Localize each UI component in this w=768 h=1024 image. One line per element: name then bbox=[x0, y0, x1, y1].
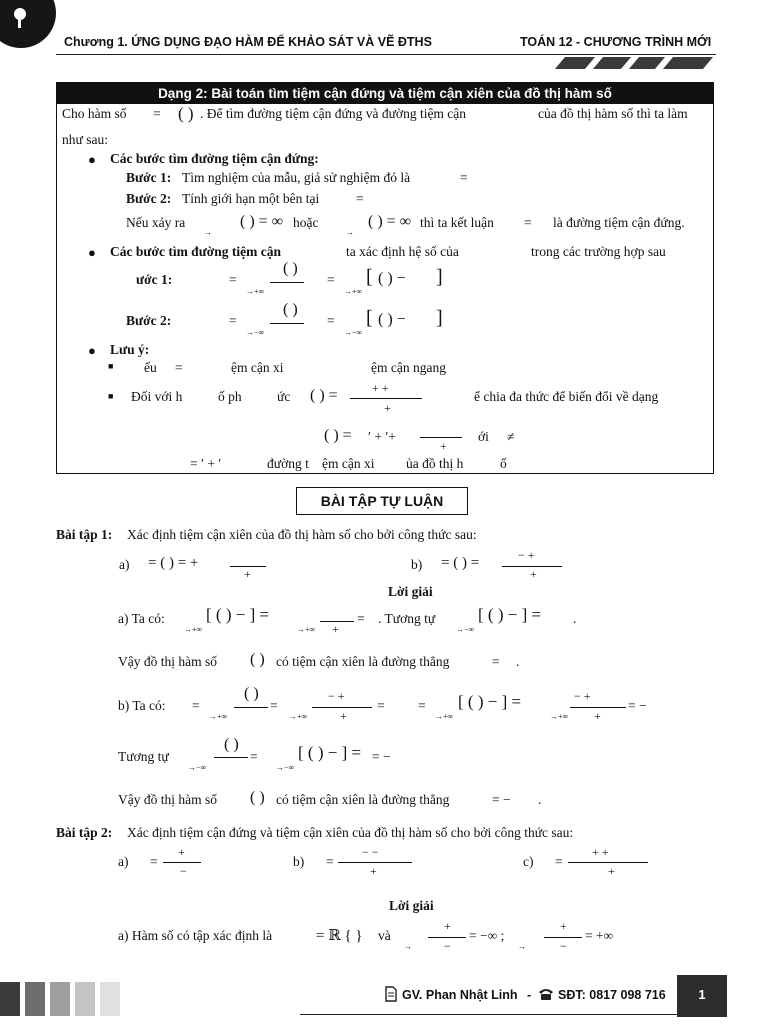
math: = bbox=[229, 272, 237, 287]
exercises-heading-box bbox=[296, 487, 468, 515]
intro-text: như sau: bbox=[62, 132, 108, 147]
math: = +∞ bbox=[585, 928, 614, 943]
math: = bbox=[229, 313, 237, 328]
math-sub: →−∞ bbox=[276, 763, 295, 772]
phone-icon bbox=[538, 987, 554, 1001]
bullet: ● bbox=[88, 245, 96, 260]
math: = ( ) = + bbox=[148, 555, 199, 571]
note-text: ố ph bbox=[218, 389, 242, 404]
fraction-bar bbox=[214, 757, 248, 758]
math: = bbox=[150, 854, 158, 869]
solution-text: có tiệm cận xiên là đường thẳng bbox=[276, 654, 450, 669]
math: = bbox=[153, 106, 161, 121]
math: − bbox=[560, 939, 567, 953]
solution-text: và bbox=[378, 928, 391, 943]
math: + bbox=[444, 919, 451, 933]
document-icon bbox=[384, 986, 398, 1002]
math: = ℝ { } bbox=[316, 928, 363, 944]
header-rule bbox=[56, 54, 716, 55]
step-text: là đường tiệm cận đứng. bbox=[553, 215, 685, 230]
solution-text: Tương tự bbox=[118, 749, 169, 764]
math: − + bbox=[518, 548, 535, 562]
math: ] bbox=[436, 266, 443, 288]
math: ( ) bbox=[250, 789, 265, 806]
math: + bbox=[608, 864, 615, 878]
exercise-label: Bài tập 1: bbox=[56, 527, 113, 542]
page-number: 1 bbox=[698, 987, 706, 1002]
math: ( ) bbox=[283, 260, 298, 277]
note-text: ới bbox=[478, 429, 489, 444]
fraction-bar bbox=[420, 437, 462, 438]
math: = bbox=[326, 854, 334, 869]
math-sub: →+∞ bbox=[209, 712, 228, 721]
exercise-text: Xác định tiệm cận xiên của đồ thị hàm số cho bởi công thức sau: bbox=[127, 527, 477, 542]
step-text: Tìm nghiệm của mẫu, giả sử nghiệm đó là bbox=[182, 170, 411, 185]
step-label: Bước 2: bbox=[126, 313, 172, 328]
math: + bbox=[370, 864, 377, 878]
fraction-bar bbox=[568, 862, 648, 863]
phone-number: SĐT: 0817 098 716 bbox=[558, 988, 666, 1002]
math: − bbox=[444, 939, 451, 953]
header-stripe bbox=[593, 57, 631, 69]
step-text: Nếu xảy ra bbox=[126, 215, 186, 230]
math-sub: →+∞ bbox=[435, 712, 454, 721]
math: = − bbox=[628, 698, 647, 713]
solution-text: b) Ta có: bbox=[118, 698, 166, 713]
solution-text: Vậy đồ thị hàm số bbox=[118, 792, 217, 807]
item-label: a) bbox=[119, 557, 130, 572]
math: + bbox=[440, 439, 447, 453]
step-text: thì ta kết luận bbox=[420, 215, 494, 230]
math: = ′ + ′ bbox=[190, 456, 222, 471]
math: = − bbox=[492, 792, 511, 807]
tree-logo-icon bbox=[0, 0, 56, 48]
solution-text: a) Ta có: bbox=[118, 611, 165, 626]
math: ( ) = ∞ bbox=[240, 213, 284, 230]
header-stripe bbox=[663, 57, 713, 69]
section-heading: Lưu ý: bbox=[110, 342, 150, 357]
math-sub: →+∞ bbox=[297, 625, 316, 634]
math: = bbox=[555, 854, 563, 869]
fraction-bar bbox=[428, 937, 466, 938]
math-sub: →−∞ bbox=[344, 328, 363, 337]
math: = bbox=[418, 698, 426, 713]
item-label: b) bbox=[293, 854, 305, 869]
teacher-name: GV. Phan Nhật Linh bbox=[402, 988, 518, 1002]
math: − bbox=[180, 864, 187, 878]
fraction-bar bbox=[163, 862, 201, 863]
step-text: hoặc bbox=[293, 215, 319, 230]
step-text: Tính giới hạn một bên tại bbox=[182, 191, 320, 206]
math-sub: → bbox=[204, 228, 212, 237]
step-text: ta xác định hệ số của bbox=[346, 244, 459, 259]
math-sub: → bbox=[346, 228, 354, 237]
square-bullet: ■ bbox=[108, 361, 114, 371]
math: + bbox=[530, 567, 537, 581]
intro-text: . Để tìm đường tiệm cận đứng và đường tiệm cận bbox=[200, 106, 467, 121]
math: = bbox=[356, 191, 364, 206]
math-sub: →−∞ bbox=[188, 763, 207, 772]
math: ≠ bbox=[507, 429, 515, 444]
solution-text: a) Hàm số có tập xác định là bbox=[118, 928, 273, 943]
exercise-label: Bài tập 2: bbox=[56, 825, 113, 840]
math: ( ) = bbox=[324, 427, 352, 444]
math: [ ( ) − ] = bbox=[298, 743, 362, 762]
math: [ bbox=[366, 307, 373, 329]
math: ( ) bbox=[224, 736, 239, 753]
math-sub: →−∞ bbox=[246, 328, 265, 337]
subject-title: TOÁN 12 - CHƯƠNG TRÌNH MỚI bbox=[520, 35, 712, 49]
note-text: ủa đồ thị h bbox=[406, 456, 464, 471]
note-text: ếu bbox=[144, 360, 157, 375]
step-label: Bước 2: bbox=[126, 191, 172, 206]
solution-text: . Tương tự bbox=[378, 611, 436, 626]
math: = bbox=[492, 654, 500, 669]
math-sub: →+∞ bbox=[550, 712, 569, 721]
math: = bbox=[270, 698, 278, 713]
exercise-text: Xác định tiệm cận đứng và tiệm cận xiên của đồ thị hàm số cho bởi công thức sau: bbox=[127, 825, 574, 840]
note-text: ể chia đa thức để biến đổi về dạng bbox=[474, 389, 659, 404]
footer-block bbox=[100, 982, 120, 1016]
math: − + bbox=[328, 689, 345, 703]
math: ( ) bbox=[178, 104, 194, 123]
math-sub: →+∞ bbox=[184, 625, 203, 634]
page-number-box bbox=[677, 975, 727, 1017]
fraction-bar bbox=[270, 282, 304, 283]
solution-heading: Lời giải bbox=[389, 898, 434, 913]
solution-heading: Lời giải bbox=[388, 584, 433, 599]
math: = bbox=[524, 215, 532, 230]
math: ( ) − bbox=[378, 270, 406, 287]
section-heading: Các bước tìm đường tiệm cận bbox=[110, 244, 282, 259]
math: . bbox=[516, 654, 520, 669]
footer-block bbox=[50, 982, 70, 1016]
footer-rule bbox=[300, 1014, 680, 1015]
math: ( ) = ∞ bbox=[368, 213, 412, 230]
item-label: c) bbox=[523, 854, 534, 869]
fraction-bar bbox=[312, 707, 372, 708]
math: − − bbox=[362, 845, 379, 859]
solution-text: có tiệm cận xiên là đường thẳng bbox=[276, 792, 450, 807]
math: + bbox=[178, 845, 185, 859]
note-text: ệm cận ngang bbox=[371, 360, 446, 375]
fraction-bar bbox=[350, 398, 422, 399]
item-label: a) bbox=[118, 854, 129, 869]
math: = bbox=[327, 272, 335, 287]
math: [ ( ) − ] = bbox=[458, 692, 522, 711]
exercises-heading: BÀI TẬP TỰ LUẬN bbox=[320, 493, 444, 509]
math: = bbox=[192, 698, 200, 713]
note-text: ệm cận xi bbox=[322, 456, 375, 471]
math: = ( ) = bbox=[441, 555, 480, 571]
bullet: ● bbox=[88, 343, 96, 358]
header-stripe bbox=[629, 57, 665, 69]
method-title: Dạng 2: Bài toán tìm tiệm cận đứng và tiệm cận xiên của đồ thị hàm số bbox=[57, 83, 713, 104]
footer-block bbox=[75, 982, 95, 1016]
fraction-bar bbox=[270, 323, 304, 324]
math: + bbox=[384, 401, 391, 415]
math: + bbox=[332, 622, 339, 636]
math: ( ) = bbox=[310, 387, 338, 404]
note-text: Đối với h bbox=[131, 389, 183, 404]
intro-text: của đồ thị hàm số thì ta làm bbox=[538, 106, 688, 121]
math: + bbox=[594, 709, 601, 723]
math: = bbox=[377, 698, 385, 713]
math: = bbox=[460, 170, 468, 185]
math-sub: →+∞ bbox=[344, 287, 363, 296]
fraction-bar bbox=[234, 707, 268, 708]
footer-separator: - bbox=[527, 988, 532, 1002]
math: = bbox=[175, 360, 183, 375]
math: [ bbox=[366, 266, 373, 288]
bullet: ● bbox=[88, 152, 96, 167]
math: + bbox=[340, 709, 347, 723]
math: + + bbox=[592, 845, 609, 859]
header-stripe bbox=[555, 57, 595, 69]
math: ] bbox=[436, 307, 443, 329]
math: . bbox=[538, 792, 542, 807]
math: ( ) bbox=[250, 651, 265, 668]
note-text: ức bbox=[277, 389, 291, 404]
math-sub: → bbox=[518, 942, 526, 951]
solution-text: Vậy đồ thị hàm số bbox=[118, 654, 217, 669]
step-text: trong các trường hợp sau bbox=[531, 244, 666, 259]
footer-block bbox=[25, 982, 45, 1016]
fraction-bar bbox=[544, 937, 582, 938]
square-bullet: ■ bbox=[108, 391, 114, 401]
math: + + bbox=[372, 381, 389, 395]
math: . bbox=[573, 611, 577, 626]
math-sub: →+∞ bbox=[289, 712, 308, 721]
math: ( ) − bbox=[378, 311, 406, 328]
math: = − bbox=[372, 749, 391, 764]
math-sub: →+∞ bbox=[246, 287, 265, 296]
item-label: b) bbox=[411, 557, 423, 572]
step-label: Bước 1: bbox=[126, 170, 172, 185]
math: ( ) bbox=[283, 301, 298, 318]
math: − + bbox=[574, 689, 591, 703]
math: = bbox=[327, 313, 335, 328]
fraction-bar bbox=[338, 862, 412, 863]
math: [ ( ) − ] = bbox=[206, 605, 270, 624]
logo bbox=[0, 0, 56, 48]
math: [ ( ) − ] = bbox=[478, 605, 542, 624]
math: ( ) bbox=[244, 685, 259, 702]
step-label: ước 1: bbox=[136, 272, 173, 287]
section-heading: Các bước tìm đường tiệm cận đứng: bbox=[110, 151, 319, 166]
math: = bbox=[250, 749, 258, 764]
math: = bbox=[357, 611, 365, 626]
note-text: đường t bbox=[267, 456, 309, 471]
math: + bbox=[244, 567, 251, 581]
fraction-bar bbox=[570, 707, 626, 708]
math: ′ + ′+ bbox=[368, 429, 396, 444]
math: = −∞ ; bbox=[469, 928, 505, 943]
chapter-title: Chương 1. ỨNG DỤNG ĐẠO HÀM ĐỂ KHẢO SÁT VÀ VẼ ĐTHS bbox=[64, 35, 432, 49]
footer-block bbox=[0, 982, 20, 1016]
intro-text: Cho hàm số bbox=[62, 106, 127, 121]
math-sub: →−∞ bbox=[456, 625, 475, 634]
math-sub: → bbox=[404, 942, 412, 951]
note-text: ệm cận xi bbox=[231, 360, 284, 375]
note-text: ố bbox=[500, 456, 507, 471]
math: + bbox=[560, 919, 567, 933]
